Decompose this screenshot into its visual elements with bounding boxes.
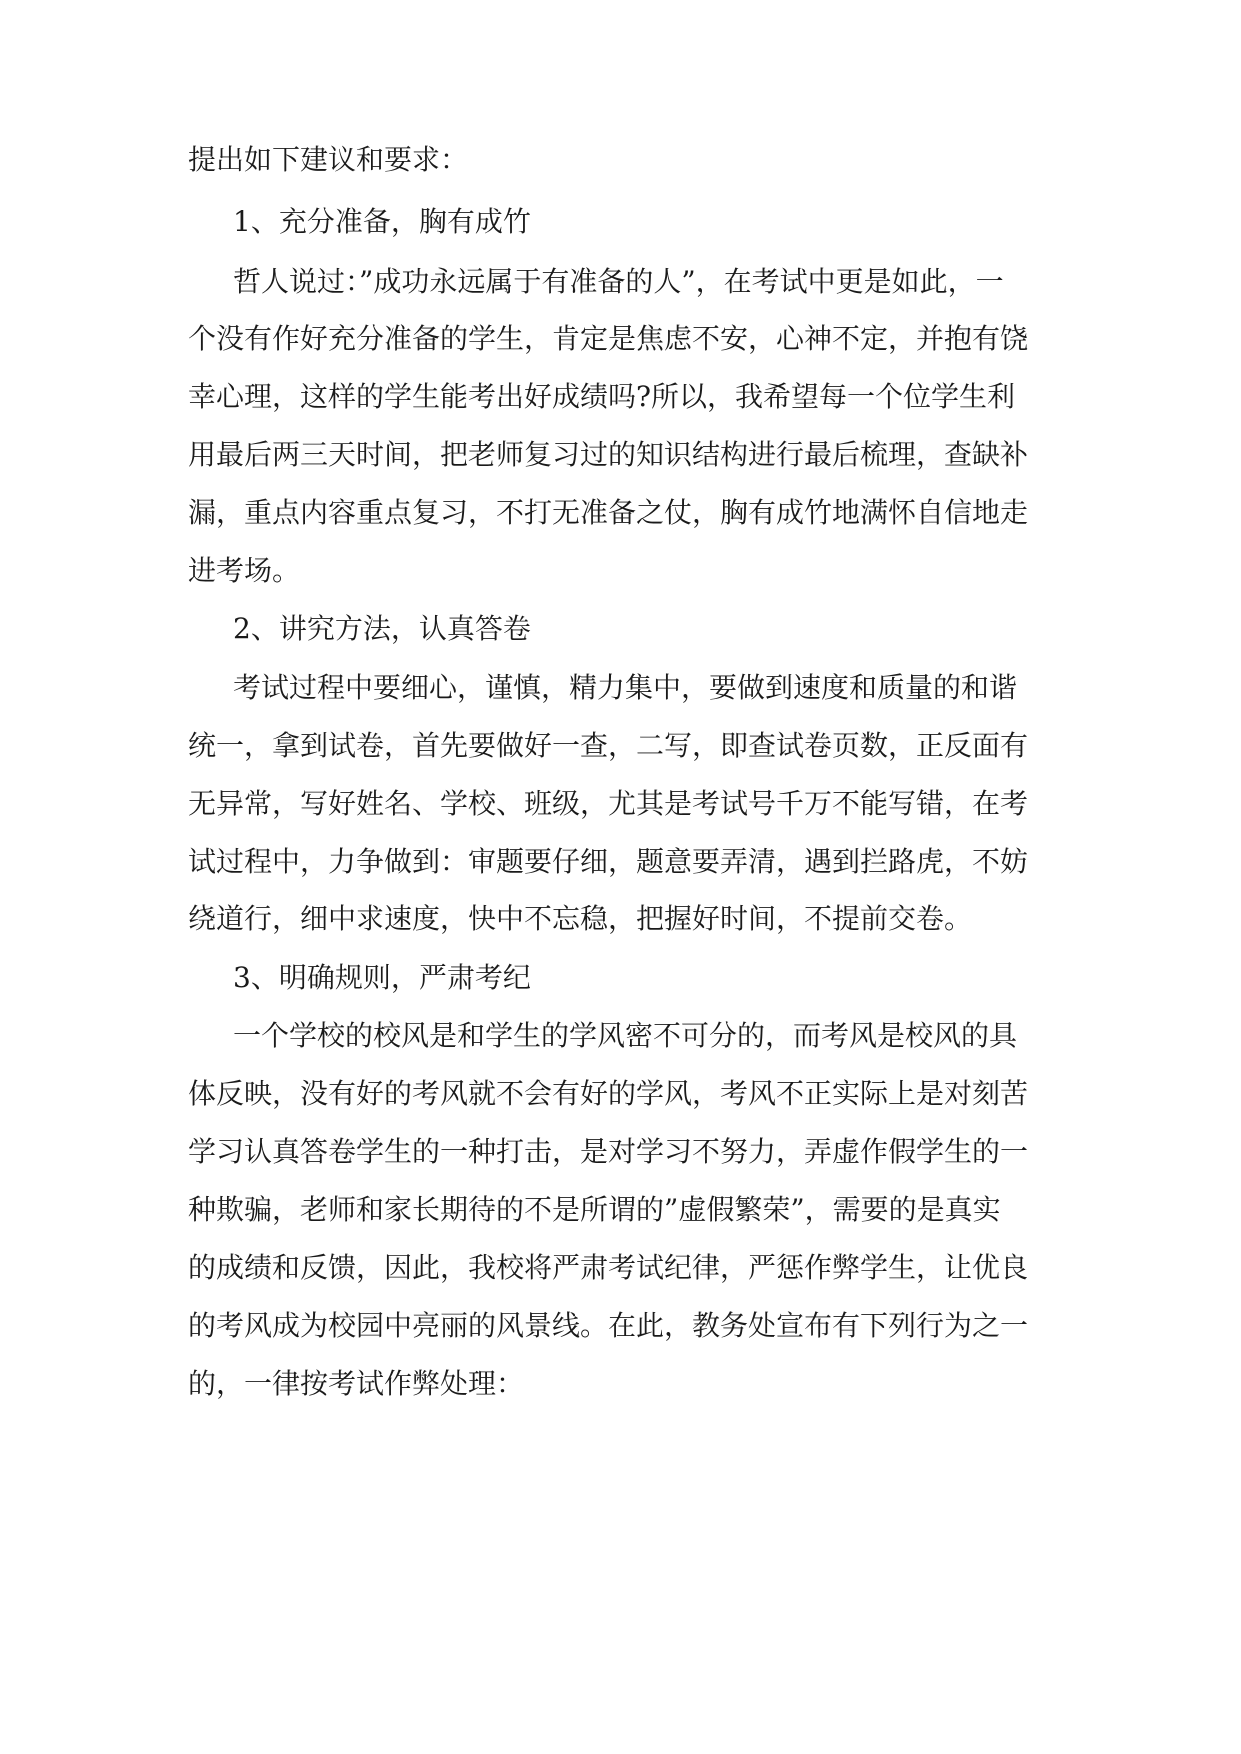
text-line: 幸心理，这样的学生能考出好成绩吗?所以，我希望每一个位学生利 <box>188 380 1016 413</box>
text-line: 一个学校的校风是和学生的学风密不可分的，而考风是校风的具 <box>233 1019 1018 1052</box>
text-line: 绕道行，细中求速度，快中不忘稳，把握好时间，不提前交卷。 <box>188 902 973 935</box>
text-line: 的考风成为校园中亮丽的风景线。在此，教务处宣布有下列行为之一 <box>188 1309 1029 1342</box>
text-line: 用最后两三天时间，把老师复习过的知识结构进行最后梳理，查缺补 <box>188 438 1029 471</box>
text-line: 漏，重点内容重点复习，不打无准备之仗，胸有成竹地满怀自信地走 <box>188 496 1029 529</box>
text-line: 学习认真答卷学生的一种打击，是对学习不努力，弄虚作假学生的一 <box>188 1135 1029 1168</box>
text-line: 的成绩和反馈，因此，我校将严肃考试纪律，严惩作弊学生，让优良 <box>188 1251 1029 1284</box>
text-line: 进考场。 <box>188 554 301 587</box>
text-line: 体反映，没有好的考风就不会有好的学风，考风不正实际上是对刻苦 <box>188 1077 1029 1110</box>
text-line: 试过程中，力争做到：审题要仔细，题意要弄清，遇到拦路虎，不妨 <box>188 845 1029 878</box>
text-line: 种欺骗，老师和家长期待的不是所谓的”虚假繁荣”，需要的是真实 <box>188 1193 1001 1226</box>
text-line: 哲人说过：”成功永远属于有准备的人”，在考试中更是如此，一 <box>233 265 1004 298</box>
text-line: 考试过程中要细心，谨慎，精力集中，要做到速度和质量的和谐 <box>233 671 1018 704</box>
text-line: 无异常，写好姓名、学校、班级，尤其是考试号千万不能写错，在考 <box>188 787 1029 820</box>
text-line: 的，一律按考试作弊处理： <box>188 1367 525 1400</box>
section-heading: 2、讲究方法，认真答卷 <box>233 612 531 645</box>
section-heading: 3、明确规则，严肃考纪 <box>233 961 531 994</box>
section-heading: 1、充分准备，胸有成竹 <box>233 205 531 238</box>
text-line: 统一，拿到试卷，首先要做好一查，二写，即查试卷页数，正反面有 <box>188 729 1029 762</box>
text-line: 提出如下建议和要求： <box>188 143 469 176</box>
text-line: 个没有作好充分准备的学生，肯定是焦虑不安，心神不定，并抱有饶 <box>188 322 1029 355</box>
